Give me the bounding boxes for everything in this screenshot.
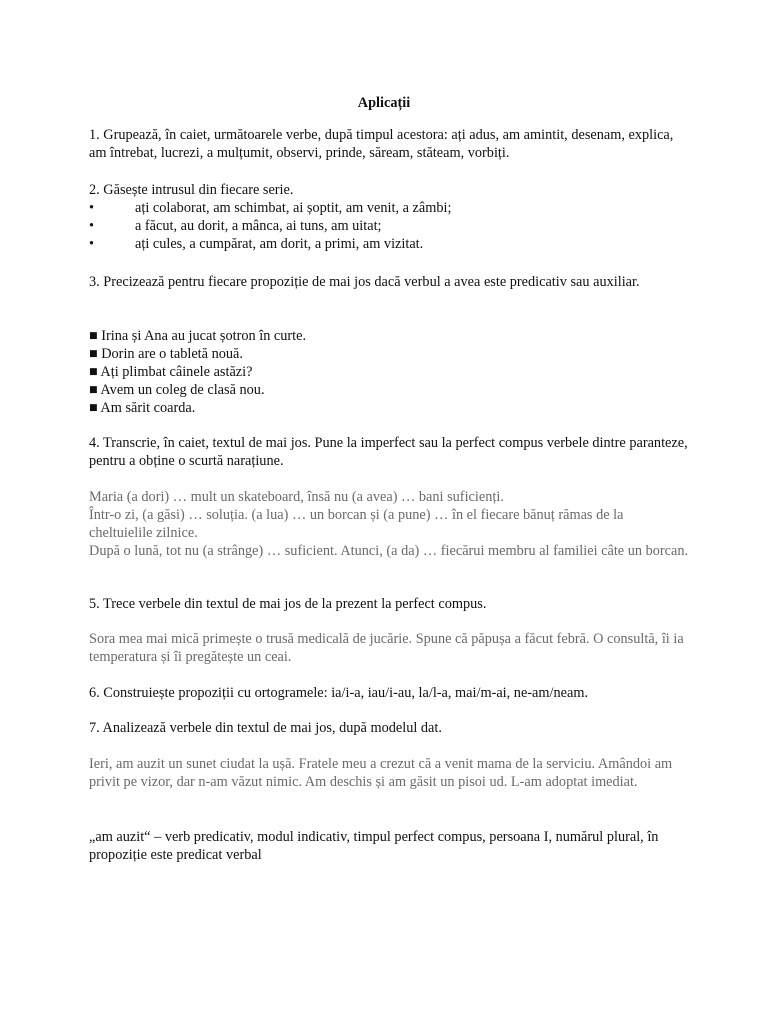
exercise-7-text: Ieri, am auzit un sunet ciudat la ușă. Fratele meu a crezut că a venit mama de la serviciu. Amândoi am privit pe vizor, dar n-am văzut nimic. Am deschis și am găsit un pisoi ud. L-am adoptat imediat. xyxy=(89,756,673,790)
bullet-icon: • xyxy=(89,236,95,252)
text-line: Maria (a dori) … mult un skateboard, însă nu (a avea) … bani suficienți. xyxy=(89,489,504,505)
list-item: ■ Irina și Ana au jucat șotron în curte. xyxy=(89,328,307,344)
exercise-2-list xyxy=(89,199,689,253)
list-item: • a făcut, au dorit, a mânca, ai tuns, am uitat; xyxy=(89,218,382,234)
list-item: ■ Am sărit coarda. xyxy=(89,400,196,416)
text-line: După o lună, tot nu (a strânge) … suficient. Atunci, (a da) … fiecărui membru al familiei câte un borcan. xyxy=(89,543,689,559)
exercise-5-text: Sora mea mai mică primește o trusă medicală de jucărie. Spune că păpușa a făcut febră. O consultă, îi ia temperatura și îi pregătește un ceai. xyxy=(89,631,684,665)
exercise-1: 1. Grupează, în caiet, următoarele verbe, după timpul acestora: ați adus, am amintit, desenam, explica, am întrebat, lucrezi, a mulțumit, observi, prinde, săream, stăteam, vorbiți. xyxy=(89,127,674,161)
exercise-7-example: „am auzit“ – verb predicativ, modul indicativ, timpul perfect compus, persoana I, numărul plural, în propoziție este predicat verbal xyxy=(89,829,659,863)
list-item: ■ Ați plimbat câinele astăzi? xyxy=(89,364,253,380)
bullet-icon: • xyxy=(89,200,95,216)
exercise-7-heading: 7. Analizează verbele din textul de mai jos, după modelul dat. xyxy=(89,720,442,736)
exercise-4-text xyxy=(89,488,689,560)
bullet-icon: • xyxy=(89,218,95,234)
page-title: Aplicații xyxy=(357,95,411,111)
list-item: • ați cules, a cumpărat, am dorit, a primi, am vizitat. xyxy=(89,236,424,252)
exercise-3-list xyxy=(89,327,689,417)
list-item: ■ Avem un coleg de clasă nou. xyxy=(89,382,265,398)
exercise-2 xyxy=(89,181,689,253)
exercise-5-heading: 5. Trece verbele din textul de mai jos de la prezent la perfect compus. xyxy=(89,596,487,612)
exercise-2-heading: 2. Găsește intrusul din fiecare serie. xyxy=(89,182,294,198)
text-line: Într-o zi, (a găsi) … soluția. (a lua) … un borcan și (a pune) … în el fiecare bănuț rămas de la cheltuielile zilnice. xyxy=(89,507,624,541)
exercise-4-heading: 4. Transcrie, în caiet, textul de mai jos. Pune la imperfect sau la perfect compus verbele dintre paranteze, pentru a obține o scurtă narațiune. xyxy=(89,435,688,469)
list-item: • ați colaborat, am schimbat, ai șoptit, am venit, a zâmbi; xyxy=(89,200,452,216)
list-item: ■ Dorin are o tabletă nouă. xyxy=(89,346,243,362)
exercise-6-heading: 6. Construiește propoziții cu ortogramele: ia/i-a, iau/i-au, la/l-a, mai/m-ai, ne-am/neam. xyxy=(89,685,589,701)
exercise-3-heading: 3. Precizează pentru fiecare propoziție de mai jos dacă verbul a avea este predicativ sau auxiliar. xyxy=(89,274,640,290)
